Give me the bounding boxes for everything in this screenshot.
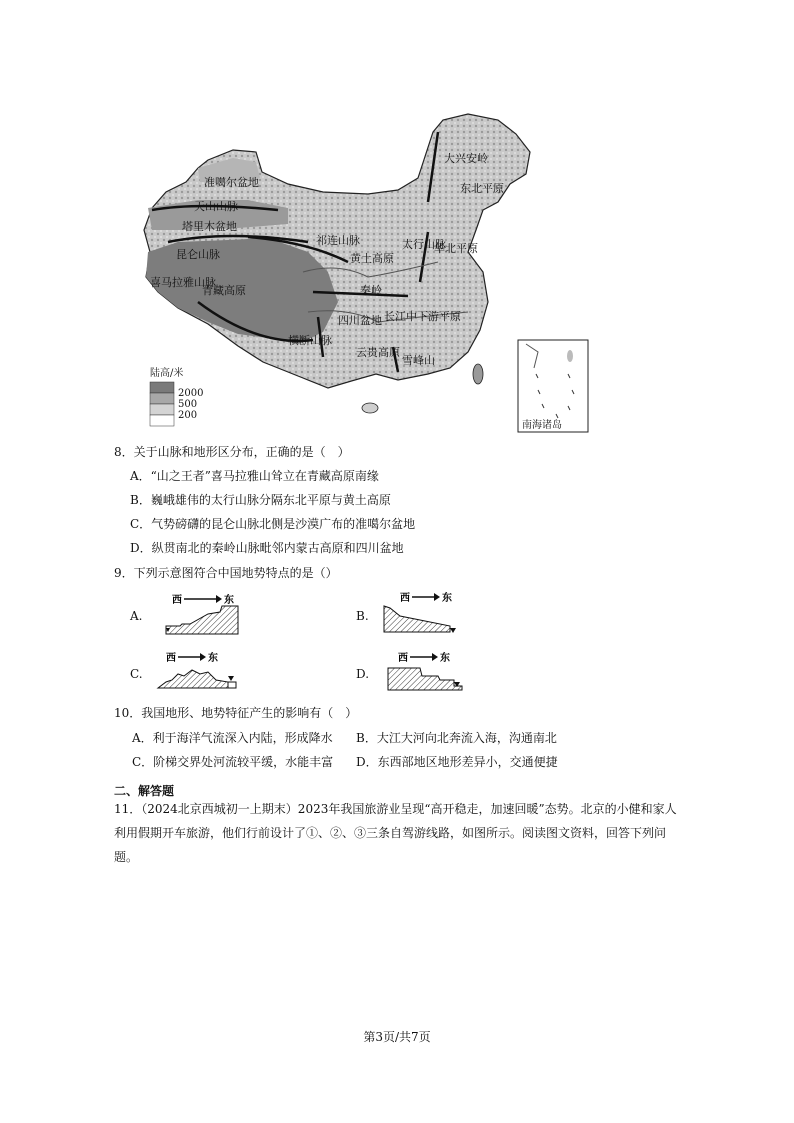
- q10-option-d[interactable]: D．东西部地区地形差异小，交通便捷: [356, 755, 558, 769]
- q11-line-3: 题。: [114, 850, 139, 864]
- label-sichuan: 四川盆地: [338, 314, 382, 327]
- label-tarim: 塔里木盆地: [182, 220, 237, 233]
- label-taihang: 太行山脉: [402, 238, 446, 251]
- label-yungui: 云贵高原: [356, 346, 400, 359]
- q8-stem: 8．关于山脉和地形区分布，正确的是（ ）: [114, 445, 350, 459]
- label-junggar: 准噶尔盆地: [204, 176, 259, 189]
- inset-label: 南海诸岛: [522, 420, 562, 431]
- q8-option-c[interactable]: C．气势磅礴的昆仑山脉北侧是沙漠广布的准噶尔盆地: [130, 517, 416, 531]
- label-changjiang: 长江中下游平原: [384, 310, 461, 323]
- east-label: 东: [208, 653, 218, 664]
- east-label: 东: [440, 653, 450, 664]
- page-footer: 第3页/共7页: [363, 1030, 431, 1044]
- east-label: 东: [442, 593, 452, 604]
- legend-level-2000: 2000: [178, 388, 204, 399]
- q9-stem: 9．下列示意图符合中国地势特点的是（）: [114, 566, 338, 580]
- q8-option-d[interactable]: D．纵贯南北的秦岭山脉毗邻内蒙古高原和四川盆地: [130, 541, 404, 555]
- q9-letter-d[interactable]: D.: [356, 667, 370, 681]
- q9-letter-a[interactable]: A.: [130, 609, 143, 623]
- west-label: 西: [400, 593, 410, 604]
- q10-option-c[interactable]: C．阶梯交界处河流较平缓，水能丰富: [132, 755, 334, 769]
- label-qingzang: 青藏高原: [202, 284, 246, 297]
- q11-line-2: 利用假期开车旅游，他们行前设计了①、②、③三条自驾游线路，如图所示。阅读图文资料，回答下列问: [114, 826, 667, 840]
- legend-title: 陆高/米: [150, 368, 184, 379]
- legend-level-200: 200: [178, 410, 198, 421]
- q8-option-a[interactable]: A．“山之王者”喜马拉雅山耸立在青藏高原南缘: [130, 469, 379, 483]
- legend-level-500: 500: [178, 399, 198, 410]
- label-qinling: 秦岭: [360, 284, 382, 297]
- q11-line-1: 11．（2024北京西城初一上期末）2023年我国旅游业呈现“高开稳走，加速回暖”态势。北京的小健和家人: [114, 802, 677, 816]
- terrain-map: [138, 112, 598, 436]
- label-daxinganling: 大兴安岭: [444, 152, 488, 165]
- label-himalaya: 喜马拉雅山脉: [150, 276, 216, 289]
- q9-diagram-a[interactable]: [160, 592, 242, 642]
- q9-letter-b[interactable]: B.: [356, 609, 369, 623]
- label-hengduan: 横断山脉: [288, 334, 332, 347]
- q10-option-b[interactable]: B．大江大河向北奔流入海，沟通南北: [356, 731, 557, 745]
- label-huabei: 华北平原: [434, 242, 478, 255]
- west-label: 西: [172, 595, 182, 606]
- section-title: 二、解答题: [114, 784, 175, 798]
- label-qilian: 祁连山脉: [316, 234, 360, 247]
- q9-letter-c[interactable]: C.: [130, 667, 143, 681]
- q9-diagram-d[interactable]: [384, 650, 466, 696]
- label-kunlun: 昆仑山脉: [176, 248, 220, 261]
- q10-stem: 10．我国地形、地势特征产生的影响有（ ）: [114, 706, 358, 720]
- q10-option-a[interactable]: A．利于海洋气流深入内陆，形成降水: [132, 731, 333, 745]
- south-china-sea-inset: [518, 340, 588, 432]
- west-label: 西: [166, 653, 176, 664]
- east-label: 东: [224, 595, 234, 606]
- q9-diagram-c[interactable]: [156, 650, 240, 696]
- label-tianshan: 天山山脉: [194, 200, 238, 213]
- label-huangtu: 黄土高原: [350, 252, 394, 265]
- map-legend: [150, 366, 203, 426]
- q8-option-b[interactable]: B．巍峨雄伟的太行山脉分隔东北平原与黄土高原: [130, 493, 391, 507]
- label-xuefeng: 雪峰山: [402, 354, 435, 367]
- label-dongbei: 东北平原: [460, 182, 504, 195]
- west-label: 西: [398, 653, 408, 664]
- q9-diagram-b[interactable]: [380, 590, 462, 644]
